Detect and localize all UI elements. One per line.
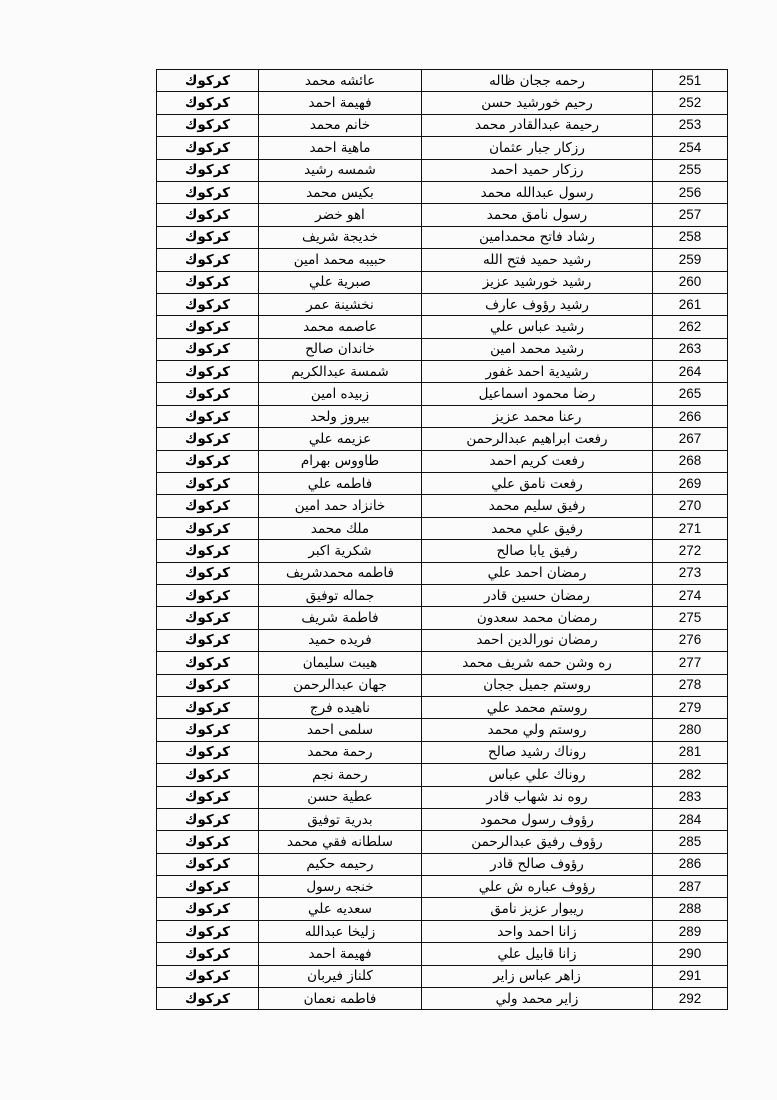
mother-name-cell: عزيمه علي <box>259 428 422 450</box>
row-number-cell: 291 <box>653 965 728 987</box>
city-cell: كركوك <box>157 495 259 517</box>
table-row <box>157 450 728 472</box>
table-row <box>157 181 728 203</box>
full-name-cell: رشاد فاتح محمدامين <box>422 226 653 248</box>
table-row <box>157 204 728 226</box>
city-cell: كركوك <box>157 898 259 920</box>
table-row <box>157 853 728 875</box>
mother-name-cell: زبيده امين <box>259 383 422 405</box>
roster-table <box>156 69 728 1010</box>
mother-name-cell: نخشينة عمر <box>259 293 422 315</box>
mother-name-cell: ملك محمد <box>259 517 422 539</box>
table-row <box>157 831 728 853</box>
table-row <box>157 629 728 651</box>
full-name-cell: رسول نامق محمد <box>422 204 653 226</box>
table-row <box>157 428 728 450</box>
mother-name-cell: فهيمة احمد <box>259 943 422 965</box>
city-cell: كركوك <box>157 786 259 808</box>
mother-name-cell: بدرية توفيق <box>259 808 422 830</box>
mother-name-cell: شكرية اكبر <box>259 540 422 562</box>
city-cell: كركوك <box>157 338 259 360</box>
full-name-cell: رحيمة عبدالقادر محمد <box>422 114 653 136</box>
mother-name-cell: فهيمة احمد <box>259 92 422 114</box>
table-row <box>157 719 728 741</box>
full-name-cell: رشيد خورشيد عزيز <box>422 271 653 293</box>
mother-name-cell: فاطمه محمدشريف <box>259 562 422 584</box>
mother-name-cell: رحمة محمد <box>259 741 422 763</box>
full-name-cell: رمضان محمد سعدون <box>422 607 653 629</box>
row-number-cell: 252 <box>653 92 728 114</box>
table-row <box>157 114 728 136</box>
row-number-cell: 253 <box>653 114 728 136</box>
row-number-cell: 285 <box>653 831 728 853</box>
city-cell: كركوك <box>157 473 259 495</box>
full-name-cell: رفعت ابراهيم عبدالرحمن <box>422 428 653 450</box>
mother-name-cell: بيروز ولحد <box>259 405 422 427</box>
mother-name-cell: ماهية احمد <box>259 137 422 159</box>
row-number-cell: 264 <box>653 361 728 383</box>
row-number-cell: 282 <box>653 764 728 786</box>
full-name-cell: رزكار جبار عثمان <box>422 137 653 159</box>
row-number-cell: 283 <box>653 786 728 808</box>
row-number-cell: 269 <box>653 473 728 495</box>
mother-name-cell: فاطمه علي <box>259 473 422 495</box>
table-row <box>157 920 728 942</box>
mother-name-cell: سلطانه فقي محمد <box>259 831 422 853</box>
mother-name-cell: جماله توفيق <box>259 584 422 606</box>
table-row <box>157 741 728 763</box>
table-row <box>157 674 728 696</box>
full-name-cell: ره وشن حمه شريف محمد <box>422 652 653 674</box>
table-row <box>157 988 728 1010</box>
row-number-cell: 263 <box>653 338 728 360</box>
full-name-cell: رزكار حميد احمد <box>422 159 653 181</box>
table-row <box>157 876 728 898</box>
city-cell: كركوك <box>157 316 259 338</box>
full-name-cell: زانا احمد واحد <box>422 920 653 942</box>
full-name-cell: روه ند شهاب قادر <box>422 786 653 808</box>
table-row <box>157 271 728 293</box>
table-row <box>157 764 728 786</box>
row-number-cell: 276 <box>653 629 728 651</box>
mother-name-cell: خانم محمد <box>259 114 422 136</box>
city-cell: كركوك <box>157 876 259 898</box>
city-cell: كركوك <box>157 652 259 674</box>
table-row <box>157 159 728 181</box>
roster-table-body <box>157 70 728 1010</box>
full-name-cell: روناك رشيد صالح <box>422 741 653 763</box>
row-number-cell: 272 <box>653 540 728 562</box>
row-number-cell: 265 <box>653 383 728 405</box>
full-name-cell: رحمه ججان ظاله <box>422 70 653 92</box>
full-name-cell: رشيد رؤوف عارف <box>422 293 653 315</box>
row-number-cell: 273 <box>653 562 728 584</box>
city-cell: كركوك <box>157 584 259 606</box>
full-name-cell: رشيد حميد فتح الله <box>422 249 653 271</box>
mother-name-cell: جهان عبدالرحمن <box>259 674 422 696</box>
city-cell: كركوك <box>157 629 259 651</box>
city-cell: كركوك <box>157 562 259 584</box>
city-cell: كركوك <box>157 965 259 987</box>
mother-name-cell: خديجة شريف <box>259 226 422 248</box>
full-name-cell: رضا محمود اسماعيل <box>422 383 653 405</box>
row-number-cell: 262 <box>653 316 728 338</box>
table-row <box>157 540 728 562</box>
full-name-cell: رمضان حسين قادر <box>422 584 653 606</box>
row-number-cell: 266 <box>653 405 728 427</box>
row-number-cell: 274 <box>653 584 728 606</box>
row-number-cell: 279 <box>653 696 728 718</box>
row-number-cell: 261 <box>653 293 728 315</box>
table-row <box>157 652 728 674</box>
city-cell: كركوك <box>157 517 259 539</box>
table-row <box>157 473 728 495</box>
row-number-cell: 287 <box>653 876 728 898</box>
table-row <box>157 249 728 271</box>
table-row <box>157 383 728 405</box>
full-name-cell: رؤوف رفيق عبدالرحمن <box>422 831 653 853</box>
mother-name-cell: ناهيده فرج <box>259 696 422 718</box>
city-cell: كركوك <box>157 92 259 114</box>
mother-name-cell: رحيمه حكيم <box>259 853 422 875</box>
city-cell: كركوك <box>157 853 259 875</box>
table-row <box>157 495 728 517</box>
mother-name-cell: خاندان صالح <box>259 338 422 360</box>
mother-name-cell: طاووس بهرام <box>259 450 422 472</box>
city-cell: كركوك <box>157 741 259 763</box>
mother-name-cell: خنجه رسول <box>259 876 422 898</box>
table-row <box>157 517 728 539</box>
full-name-cell: رسول عبدالله محمد <box>422 181 653 203</box>
row-number-cell: 257 <box>653 204 728 226</box>
table-row <box>157 226 728 248</box>
city-cell: كركوك <box>157 249 259 271</box>
full-name-cell: روناك علي عباس <box>422 764 653 786</box>
table-row <box>157 607 728 629</box>
table-row <box>157 808 728 830</box>
full-name-cell: رؤوف عباره ش علي <box>422 876 653 898</box>
row-number-cell: 259 <box>653 249 728 271</box>
row-number-cell: 289 <box>653 920 728 942</box>
table-row <box>157 293 728 315</box>
mother-name-cell: بكيس محمد <box>259 181 422 203</box>
city-cell: كركوك <box>157 988 259 1010</box>
city-cell: كركوك <box>157 920 259 942</box>
city-cell: كركوك <box>157 226 259 248</box>
row-number-cell: 278 <box>653 674 728 696</box>
city-cell: كركوك <box>157 293 259 315</box>
city-cell: كركوك <box>157 204 259 226</box>
city-cell: كركوك <box>157 361 259 383</box>
full-name-cell: رفعت نامق علي <box>422 473 653 495</box>
city-cell: كركوك <box>157 540 259 562</box>
full-name-cell: رفعت كريم احمد <box>422 450 653 472</box>
row-number-cell: 255 <box>653 159 728 181</box>
row-number-cell: 258 <box>653 226 728 248</box>
full-name-cell: رؤوف صالح قادر <box>422 853 653 875</box>
mother-name-cell: فريده حميد <box>259 629 422 651</box>
mother-name-cell: شمسة عبدالكريم <box>259 361 422 383</box>
mother-name-cell: حبيبه محمد امين <box>259 249 422 271</box>
mother-name-cell: زليخا عبدالله <box>259 920 422 942</box>
city-cell: كركوك <box>157 271 259 293</box>
full-name-cell: روستم ولي محمد <box>422 719 653 741</box>
full-name-cell: رفيق يابا صالح <box>422 540 653 562</box>
mother-name-cell: عاصمه محمد <box>259 316 422 338</box>
row-number-cell: 275 <box>653 607 728 629</box>
city-cell: كركوك <box>157 181 259 203</box>
table-row <box>157 137 728 159</box>
city-cell: كركوك <box>157 719 259 741</box>
row-number-cell: 260 <box>653 271 728 293</box>
full-name-cell: رشيد محمد امين <box>422 338 653 360</box>
city-cell: كركوك <box>157 831 259 853</box>
full-name-cell: رمضان احمد علي <box>422 562 653 584</box>
table-row <box>157 965 728 987</box>
full-name-cell: رحيم خورشيد حسن <box>422 92 653 114</box>
row-number-cell: 286 <box>653 853 728 875</box>
full-name-cell: روستم محمد علي <box>422 696 653 718</box>
mother-name-cell: سلمى احمد <box>259 719 422 741</box>
row-number-cell: 268 <box>653 450 728 472</box>
full-name-cell: روستم جميل ججان <box>422 674 653 696</box>
row-number-cell: 284 <box>653 808 728 830</box>
row-number-cell: 251 <box>653 70 728 92</box>
table-row <box>157 943 728 965</box>
full-name-cell: رعنا محمد عزيز <box>422 405 653 427</box>
row-number-cell: 288 <box>653 898 728 920</box>
mother-name-cell: خانزاد حمد امين <box>259 495 422 517</box>
city-cell: كركوك <box>157 764 259 786</box>
city-cell: كركوك <box>157 450 259 472</box>
mother-name-cell: عطية حسن <box>259 786 422 808</box>
full-name-cell: زانا قابيل علي <box>422 943 653 965</box>
row-number-cell: 292 <box>653 988 728 1010</box>
row-number-cell: 271 <box>653 517 728 539</box>
table-row <box>157 361 728 383</box>
city-cell: كركوك <box>157 114 259 136</box>
table-row <box>157 584 728 606</box>
table-row <box>157 786 728 808</box>
city-cell: كركوك <box>157 383 259 405</box>
city-cell: كركوك <box>157 808 259 830</box>
full-name-cell: زاهر عباس زاير <box>422 965 653 987</box>
city-cell: كركوك <box>157 607 259 629</box>
city-cell: كركوك <box>157 943 259 965</box>
table-row <box>157 696 728 718</box>
mother-name-cell: فاطمه نعمان <box>259 988 422 1010</box>
row-number-cell: 280 <box>653 719 728 741</box>
city-cell: كركوك <box>157 674 259 696</box>
row-number-cell: 256 <box>653 181 728 203</box>
full-name-cell: رمضان نورالدين احمد <box>422 629 653 651</box>
table-row <box>157 338 728 360</box>
table-row <box>157 70 728 92</box>
table-row <box>157 92 728 114</box>
city-cell: كركوك <box>157 428 259 450</box>
full-name-cell: زاير محمد ولي <box>422 988 653 1010</box>
table-row <box>157 562 728 584</box>
full-name-cell: رؤوف رسول محمود <box>422 808 653 830</box>
row-number-cell: 281 <box>653 741 728 763</box>
mother-name-cell: صبرية علي <box>259 271 422 293</box>
full-name-cell: رفيق علي محمد <box>422 517 653 539</box>
table-row <box>157 898 728 920</box>
city-cell: كركوك <box>157 696 259 718</box>
mother-name-cell: سعديه علي <box>259 898 422 920</box>
row-number-cell: 277 <box>653 652 728 674</box>
table-row <box>157 316 728 338</box>
row-number-cell: 290 <box>653 943 728 965</box>
mother-name-cell: فاطمة شريف <box>259 607 422 629</box>
table-row <box>157 405 728 427</box>
full-name-cell: رشيدية احمد غفور <box>422 361 653 383</box>
city-cell: كركوك <box>157 70 259 92</box>
mother-name-cell: شمسه رشيد <box>259 159 422 181</box>
mother-name-cell: هيبت سليمان <box>259 652 422 674</box>
full-name-cell: رشيد عباس علي <box>422 316 653 338</box>
city-cell: كركوك <box>157 137 259 159</box>
mother-name-cell: اهو خضر <box>259 204 422 226</box>
row-number-cell: 270 <box>653 495 728 517</box>
city-cell: كركوك <box>157 405 259 427</box>
mother-name-cell: كلناز فيربان <box>259 965 422 987</box>
row-number-cell: 267 <box>653 428 728 450</box>
mother-name-cell: رحمة نجم <box>259 764 422 786</box>
mother-name-cell: عائشه محمد <box>259 70 422 92</box>
city-cell: كركوك <box>157 159 259 181</box>
full-name-cell: ريبوار عزيز نامق <box>422 898 653 920</box>
full-name-cell: رفيق سليم محمد <box>422 495 653 517</box>
row-number-cell: 254 <box>653 137 728 159</box>
